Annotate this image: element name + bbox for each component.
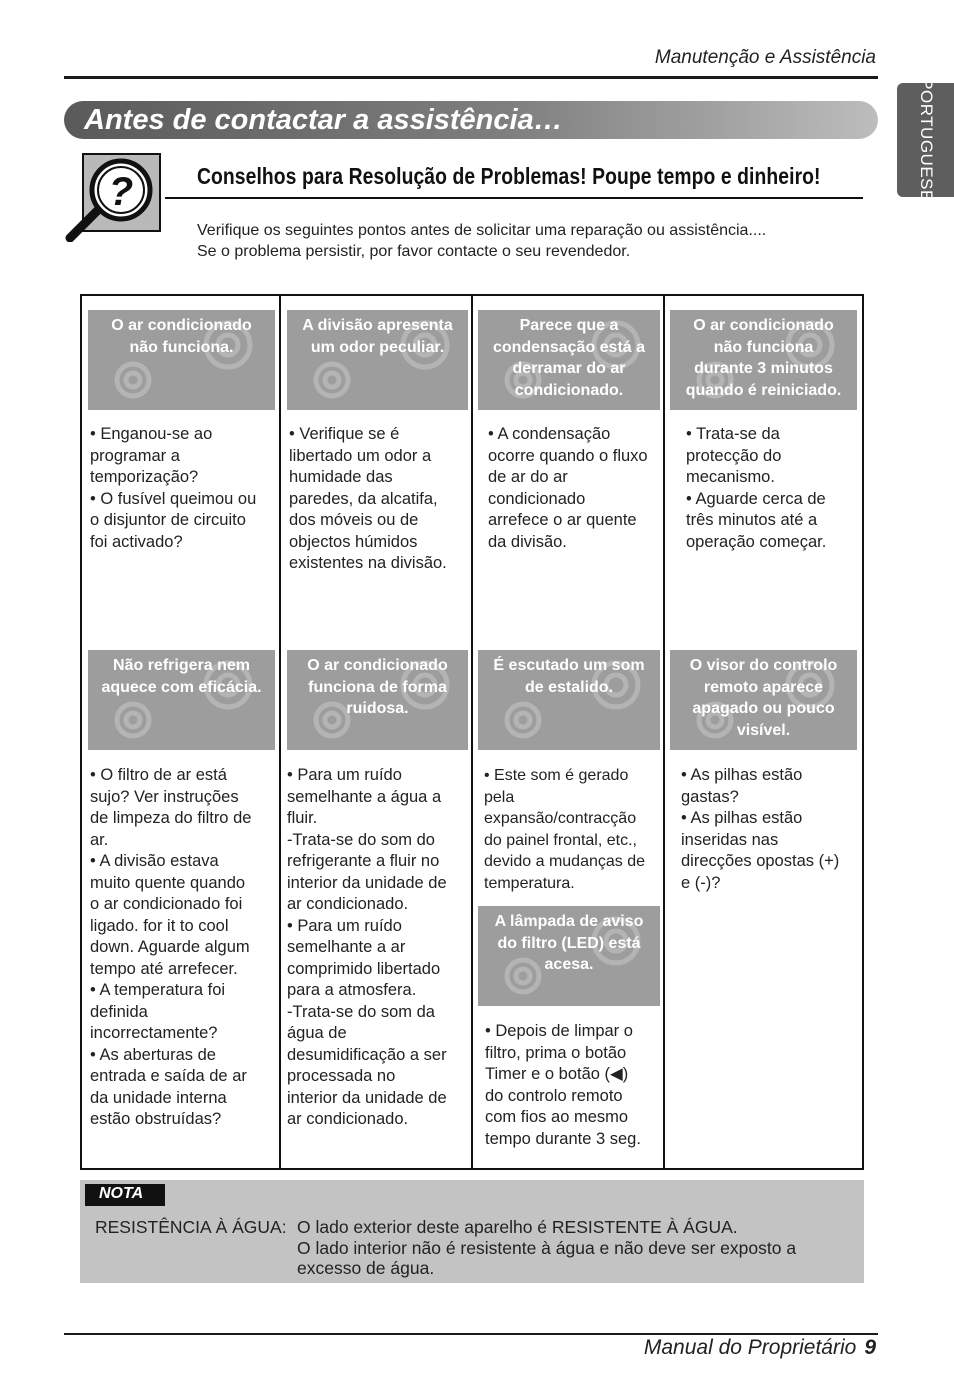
problem-title: O visor do controlo remoto aparece apagado ou pouco visível. [689, 657, 838, 739]
problem-solution: • A condensação ocorre quando o fluxo de ar do ar condicionado arrefece o ar quente da divisão. [488, 425, 648, 551]
problem-header [88, 650, 275, 750]
problem-solution: • Trata-se da protecção do mecanismo. • Aguarde cerca de três minutos até a operação começar. [686, 425, 827, 551]
problem-solution: • Verifique se é libertado um odor a humidade das paredes, da alcatifa, dos móveis ou de objectos húmidos existentes na divisão. [289, 425, 447, 572]
page-title: Antes de contactar a assistência… [84, 104, 563, 136]
problem-title: A divisão apresenta um odor peculiar. [302, 317, 453, 356]
problem-header [670, 310, 857, 410]
note-badge: NOTA [85, 1184, 165, 1204]
problem-solution: • As pilhas estão gastas? • As pilhas estão inseridas nas direcções opostas (+) e (-)? [681, 766, 840, 892]
problem-header [287, 650, 468, 750]
problem-title: É escutado um som de estalido. [493, 657, 645, 696]
problem-header [478, 650, 660, 750]
problem-title: O ar condicionado funciona de forma ruidosa. [307, 657, 448, 717]
section-header: Manutenção e Assistência [654, 47, 876, 68]
page-title-bar [64, 101, 878, 139]
language-tab [897, 78, 954, 202]
problem-title: Parece que a condensação está a derramar do ar condicionado. [492, 317, 646, 399]
column-divider [471, 294, 473, 1170]
problem-solution: • O filtro de ar está sujo? Ver instruções de limpeza do filtro de ar. • A divisão estava muito quente quando o ar condicionado foi ligado. for it to cool down. Aguarde algum tempo até arrefecer. • A temperatura foi definida incorrectamente? • As aberturas de entrada e saída de ar da unidade interna estão obstruídas? [90, 766, 252, 1128]
note-text: O lado exterior deste aparelho é RESISTENTE À ÁGUA. O lado interior não é resistente à água e não deve ser exposto a excesso de água. [297, 1217, 797, 1278]
intro-line: Verifique os seguintes pontos antes de solicitar uma reparação ou assistência.... [197, 222, 767, 239]
problem-title: A lâmpada de aviso do filtro (LED) está acesa. [494, 913, 644, 973]
problem-header [478, 906, 660, 1006]
footer [644, 1336, 876, 1360]
page-number: 9 [864, 1336, 876, 1359]
header-divider [64, 76, 878, 79]
problem-header [88, 310, 275, 410]
magnifier-question-icon [62, 150, 162, 242]
footer-divider [64, 1333, 878, 1335]
problem-header [287, 310, 468, 410]
subtitle-divider [165, 197, 863, 199]
intro-line: Se o problema persistir, por favor contacte o seu revendedor. [197, 243, 631, 260]
problem-title: O ar condicionado não funciona durante 3 minutos quando é reiniciado. [685, 317, 842, 399]
problem-solution: • Este som é gerado pela expansão/contracção do painel frontal, etc., devido a mudanças de temperatura. [484, 767, 645, 892]
problem-solution: • Depois de limpar o filtro, prima o botão Timer e o botão (◀) do controlo remoto com fios ao mesmo tempo durante 3 seg. [485, 1022, 641, 1148]
problem-header [670, 650, 857, 750]
problem-solution: • Para um ruído semelhante a água a fluir. -Trata-se do som do refrigerante a fluir no interior da unidade de ar condicionado. • Para um ruído semelhante a ar comprimido libertado para a atmosfera. -Trata-se do som da água de desumidificação a ser processada no interior da unidade de ar condicionado. [287, 766, 447, 1128]
problem-title: O ar condicionado não funciona. [111, 317, 252, 356]
note-term: RESISTÊNCIA À ÁGUA: [95, 1217, 287, 1237]
problem-header [478, 310, 660, 410]
language-tab-label: PORTUGUESE [916, 78, 936, 202]
footer-manual-title: Manual do Proprietário [643, 1336, 857, 1359]
problem-solution: • Enganou-se ao programar a temporização? • O fusível queimou ou o disjuntor de circuito foi activado? [90, 425, 257, 551]
column-divider [279, 294, 281, 1170]
column-divider [663, 294, 665, 1170]
problem-title: Não refrigera nem aquece com eficácia. [101, 657, 262, 696]
section-subtitle: Conselhos para Resolução de Problemas! Poupe tempo e dinheiro! [197, 163, 821, 189]
svg-text:?: ? [108, 170, 134, 214]
